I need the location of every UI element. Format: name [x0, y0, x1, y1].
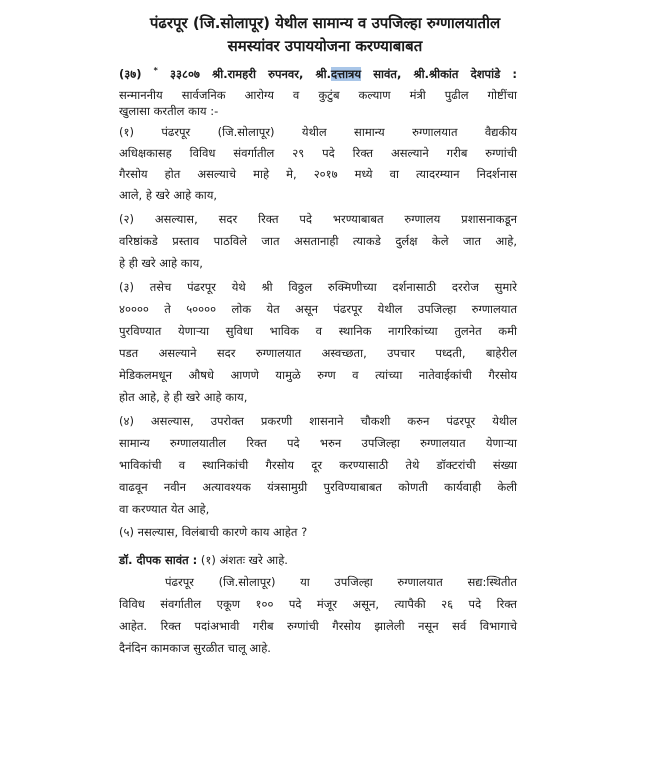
- question-number: (३७): [119, 67, 142, 81]
- answer-line-3: आहेत. रिक्त पदांअभावी गरीब रुग्णांची गैरसोय झालेली नसून सर्व विभागाचे: [119, 619, 517, 633]
- answer-line-4: दैनंदिन कामकाज सुरळीत चालू आहे.: [119, 641, 271, 655]
- item-5-line-1: (५) नसल्यास, विलंबाची कारणे काय आहेत ?: [119, 525, 308, 539]
- answer-part-1: (१) अंशतः खरे आहे.: [197, 553, 288, 567]
- question-intro-line-1: सन्माननीय सार्वजनिक आरोग्य व कुटुंब कल्याण मंत्री पुढील गोष्टींचा: [119, 88, 517, 102]
- highlighted-name: दत्तात्रय: [331, 67, 362, 81]
- item-1-line-3: गैरसोय होत असल्याचे माहे मे, २०१७ मध्ये वा त्यादरम्यान निदर्शनास: [119, 167, 517, 181]
- item-3-line-6: होत आहे, हे ही खरे आहे काय,: [119, 390, 248, 404]
- question-intro-line-2: खुलासा करतील काय :-: [119, 104, 219, 118]
- answer-speaker: डॉ. दीपक सावंत :: [119, 553, 198, 567]
- starred-marker: *: [153, 66, 158, 75]
- document-title-line-1: पंढरपूर (जि.सोलापूर) येथील सामान्य व उपजिल्हा रुग्णालयातील: [149, 14, 501, 32]
- item-2-line-3: हे ही खरे आहे काय,: [119, 256, 203, 270]
- document-title-line-2: समस्यांवर उपाययोजना करण्याबाबत: [227, 37, 423, 55]
- item-1-line-4: आले, हे खरे आहे काय,: [119, 188, 218, 202]
- question-header: [119, 66, 517, 84]
- answer-first-line: [119, 552, 517, 568]
- item-2-line-2: वरिष्ठांकडे प्रस्ताव पाठविले जात असतानाही त्याकडे दुर्लक्ष केले जात आहे,: [119, 234, 517, 248]
- question-members-prefix: ३३८०७ श्री.रामहरी रुपनवर, श्री.: [170, 67, 332, 81]
- item-3-line-2: ४०००० ते ५०००० लोक येत असून पंढरपूर येथील उपजिल्हा रुग्णालयात: [119, 302, 517, 316]
- question-members-suffix: सावंत, श्री.श्रीकांत देशपांडे :: [361, 67, 517, 81]
- item-3-line-1: (३) तसेच पंढरपूर येथे श्री विठ्ठल रुक्मिणीच्या दर्शनासाठी दररोज सुमारे: [119, 280, 517, 294]
- item-2-line-1: (२) असल्यास, सदर रिक्त पदे भरण्याबाबत रुग्णालय प्रशासनाकडून: [119, 212, 517, 226]
- item-3-line-4: पडत असल्याने सदर रुग्णालयात अस्वच्छता, उपचार पध्दती, बाहेरील: [119, 346, 517, 360]
- item-3-line-5: मेडिकलमधून औषधे आणणे यामुळे रुग्ण व त्यांच्या नातेवाईकांची गैरसोय: [119, 368, 517, 382]
- item-4-line-1: (४) असल्यास, उपरोक्त प्रकरणी शासनाने चौकशी करुन पंढरपूर येथील: [119, 414, 517, 428]
- item-4-line-3: भाविकांची व स्थानिकांची गैरसोय दूर करण्यासाठी तेथे डॉक्टरांची संख्या: [119, 458, 517, 472]
- item-4-line-2: सामान्य रुग्णालयातील रिक्त पदे भरुन उपजिल्हा रुग्णालयात येणाऱ्या: [119, 436, 517, 450]
- item-3-line-3: पुरविण्यात येणाऱ्या सुविधा भाविक व स्थानिक नागरिकांच्या तुलनेत कमी: [119, 324, 517, 338]
- item-1-line-1: (१) पंढरपूर (जि.सोलापूर) येथील सामान्य रुग्णालयात वैद्यकीय: [119, 125, 517, 139]
- item-4-line-5: वा करण्यात येत आहे,: [119, 502, 210, 516]
- answer-line-1: पंढरपूर (जि.सोलापूर) या उपजिल्हा रुग्णालयात सद्य:स्थितीत: [165, 575, 517, 589]
- answer-line-2: विविध संवर्गातील एकूण १०० पदे मंजूर असून, त्यापैकी २६ पदे रिक्त: [119, 597, 517, 611]
- item-1-line-2: अधिक्षकासह विविध संवर्गातील २९ पदे रिक्त असल्याने गरीब रुग्णांची: [119, 146, 517, 160]
- item-4-line-4: वाढवून नवीन अत्यावश्यक यंत्रसामुग्री पुरविण्याबाबत कोणती कार्यवाही केली: [119, 480, 517, 494]
